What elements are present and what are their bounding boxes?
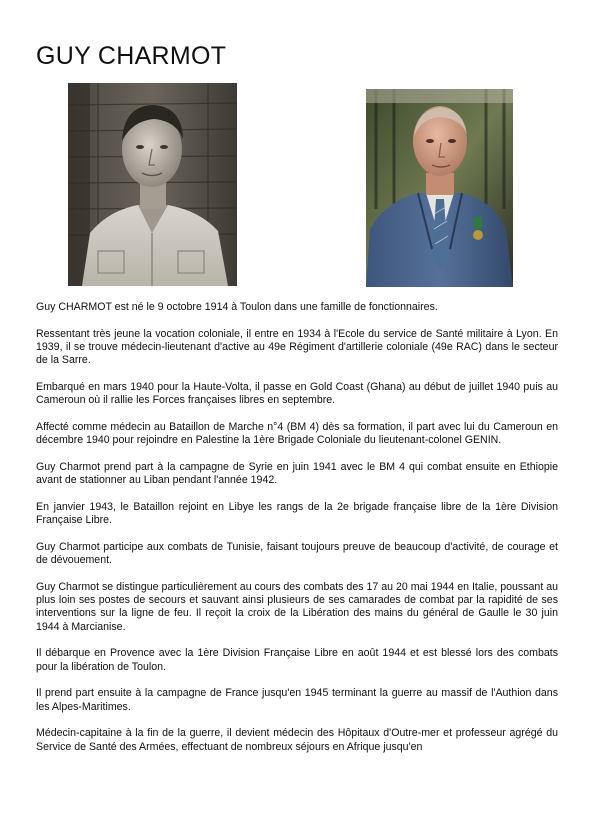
paragraph: Guy Charmot participe aux combats de Tunisie, faisant toujours preuve de beaucoup d'activité, de courage et de dévouement. [36, 541, 558, 567]
paragraph: Ressentant très jeune la vocation coloniale, il entre en 1934 à l'Ecole du service de Santé militaire à Lyon. En 1939, il se trouve médecin-lieutenant d'active au 49e Régiment d'artillerie coloniale (49e RAC) dans le secteur de la Sarre. [36, 327, 558, 367]
paragraph: En janvier 1943, le Bataillon rejoint en Libye les rangs de la 2e brigade française libre de la 1ère Division Française Libre. [36, 501, 558, 527]
paragraph: Médecin-capitaine à la fin de la guerre, il devient médecin des Hôpitaux d'Outre-mer et professeur agrégé du Service de Santé des Armées, effectuant de nombreux séjours en Afrique jusqu'en [36, 727, 558, 753]
page-title: GUY CHARMOT [36, 42, 227, 70]
paragraph: Affecté comme médecin au Bataillon de Marche n°4 (BM 4) dès sa formation, il part avec lui du Cameroun en décembre 1940 pour rejoindre en Palestine la 1ère Brigade Coloniale du lieutenant-colonel GENIN. [36, 421, 558, 447]
paragraph: Guy Charmot se distingue particulièrement au cours des combats des 17 au 20 mai 1944 en Italie, poussant au plus loin ses postes de secours et sauvant ainsi plusieurs de ses camarades de combat par la rapidité de ses interventions sur la ligne de feu. Il reçoit la croix de la Libération des mains du général de Gaulle le 30 juin 1944 à Marcianise. [36, 581, 558, 633]
paragraph: Guy Charmot prend part à la campagne de Syrie en juin 1941 avec le BM 4 qui combat ensuite en Ethiopie avant de stationner au Liban pendant l'année 1942. [36, 461, 558, 487]
portrait-photo-elderly [366, 89, 513, 287]
portrait-elderly-image [366, 89, 513, 287]
portrait-young-image [68, 83, 237, 286]
paragraph: Guy CHARMOT est né le 9 octobre 1914 à Toulon dans une famille de fonctionnaires. [36, 301, 438, 313]
paragraph: Il prend part ensuite à la campagne de France jusqu'en 1945 terminant la guerre au massif de l'Authion dans les Alpes-Maritimes. [36, 687, 558, 713]
paragraph: Embarqué en mars 1940 pour la Haute-Volta, il passe en Gold Coast (Ghana) au début de juillet 1940 puis au Cameroun où il rallie les Forces françaises libres en septembre. [36, 381, 558, 407]
portrait-photo-young [68, 83, 237, 286]
paragraph: Il débarque en Provence avec la 1ère Division Française Libre en août 1944 et est blessé lors des combats pour la libération de Toulon. [36, 647, 558, 673]
biography-text [36, 301, 558, 767]
